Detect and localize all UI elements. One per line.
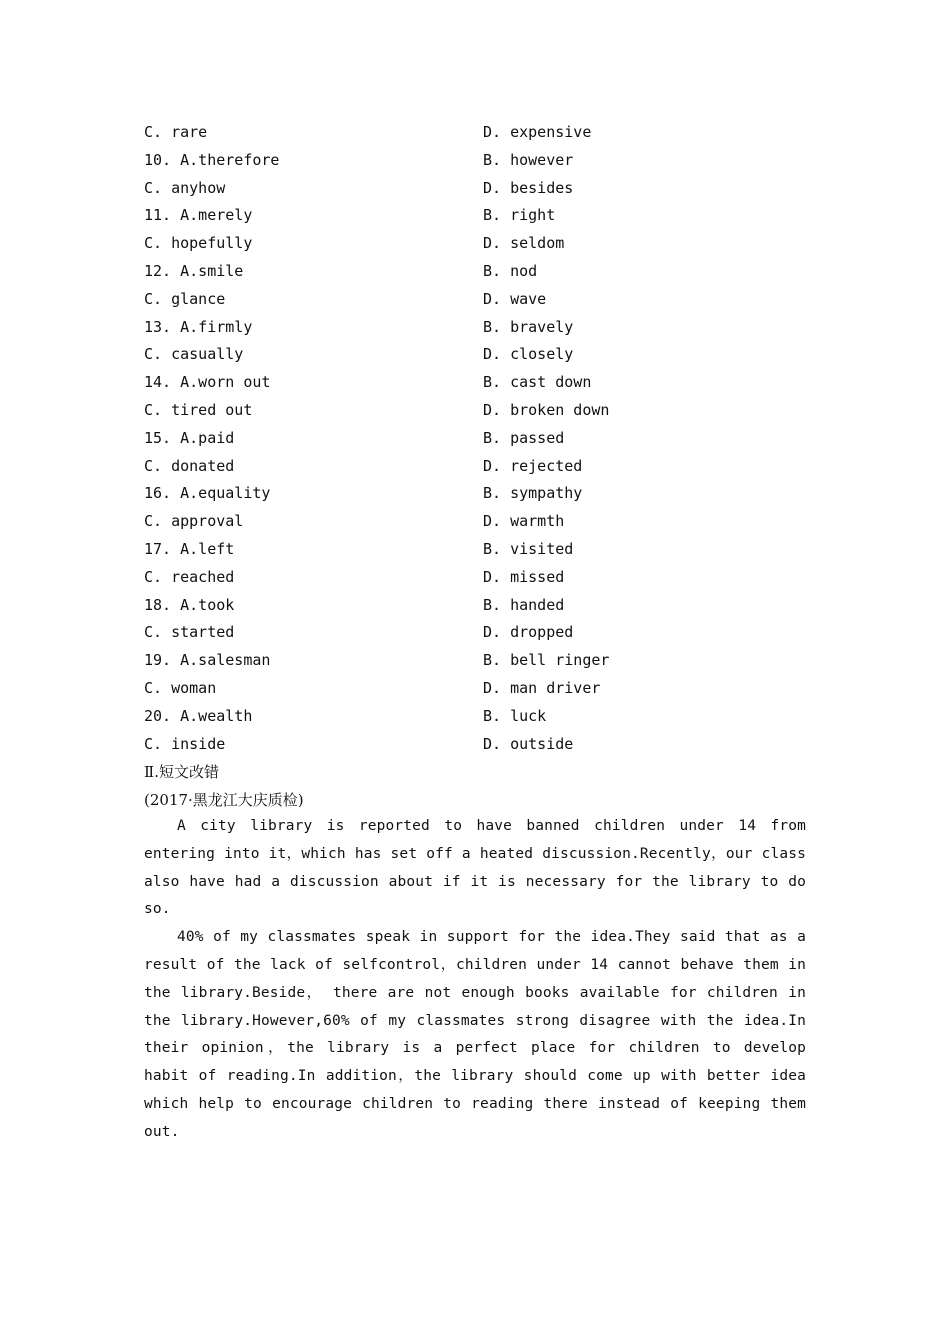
option-left: C. hopefully (144, 234, 253, 253)
option-right: D. expensive (483, 123, 592, 141)
source-note: (2017·黑龙江大庆质检) (144, 791, 304, 809)
option-left: 14. A.worn out (144, 373, 271, 392)
option-right: D. broken down (483, 400, 610, 419)
option-right: B. luck (483, 706, 547, 725)
passage-paragraph: A city library is reported to have banned children under 14 from entering into it，which has set off a heated discussion.Recently，our class also have had a discussion about if it is necessary for the library to do so. (144, 818, 806, 918)
option-left: 11. A.merely (144, 206, 253, 225)
option-right: D. wave (483, 289, 547, 308)
option-row (144, 286, 814, 314)
option-left: C. casually (144, 345, 244, 364)
option-right: B. sympathy (483, 484, 583, 503)
option-row (144, 314, 814, 342)
option-left: 16. A.equality (144, 484, 271, 503)
option-left: C. approval (144, 512, 244, 531)
option-row (144, 619, 814, 647)
option-right: B. however (483, 150, 574, 169)
option-right: D. missed (483, 567, 565, 586)
option-left: C. inside (144, 734, 226, 753)
option-right: D. besides (483, 178, 574, 197)
option-row (144, 564, 814, 592)
option-row (144, 202, 814, 230)
option-left: 20. A.wealth (144, 706, 253, 725)
passage-paragraph: 40% of my classmates speak in support for the idea.They said that as a result of the lack of selfcontrol，children under 14 cannot behave them in the library.Beside， there are not enough books available for children in the library.However,60% of my classmates strong disagree with the idea.In their opinion，the library is a perfect place for children to develop habit of reading.In addition，the library should come up with better idea which help to encourage children to reading there instead of keeping them out. (144, 929, 806, 1140)
option-right: D. dropped (483, 623, 574, 642)
option-right: D. seldom (483, 234, 565, 253)
option-right: B. visited (483, 539, 574, 558)
option-left: 19. A.salesman (144, 651, 271, 670)
answer-options-list (144, 119, 814, 758)
option-right: D. outside (483, 734, 574, 753)
option-row (144, 230, 814, 258)
option-left: C. started (144, 623, 235, 642)
option-row (144, 675, 814, 703)
option-row (144, 703, 814, 731)
option-left: C. donated (144, 456, 235, 475)
option-right: B. bravely (483, 317, 574, 336)
option-right: D. warmth (483, 512, 565, 531)
option-right: B. right (483, 206, 556, 225)
option-left: 10. A.therefore (144, 150, 280, 169)
option-left: C. reached (144, 567, 235, 586)
option-right: B. passed (483, 428, 565, 447)
option-left: C. glance (144, 289, 226, 308)
option-right: B. cast down (483, 373, 592, 392)
option-row (144, 731, 814, 759)
option-row (144, 453, 814, 481)
option-right: B. nod (483, 261, 538, 280)
option-row (144, 119, 814, 147)
option-left: C. rare (144, 123, 208, 141)
option-left: C. woman (144, 678, 217, 697)
option-left: 17. A.left (144, 539, 235, 558)
option-row (144, 425, 814, 453)
option-left: 15. A.paid (144, 428, 235, 447)
option-left: C. tired out (144, 400, 253, 419)
option-right: B. handed (483, 595, 565, 614)
option-left: 12. A.smile (144, 261, 244, 280)
option-row (144, 175, 814, 203)
option-left: C. anyhow (144, 178, 226, 197)
option-left: 18. A.took (144, 595, 235, 614)
option-row (144, 536, 814, 564)
option-row (144, 369, 814, 397)
error-correction-passage (144, 813, 806, 1147)
option-row (144, 647, 814, 675)
option-right: D. man driver (483, 678, 601, 697)
option-row (144, 508, 814, 536)
option-right: B. bell ringer (483, 651, 610, 670)
option-row (144, 592, 814, 620)
option-row (144, 480, 814, 508)
option-row (144, 147, 814, 175)
option-left: 13. A.firmly (144, 317, 253, 336)
option-row (144, 341, 814, 369)
option-row (144, 258, 814, 286)
section-heading: Ⅱ.短文改错 (144, 763, 219, 781)
option-right: D. closely (483, 345, 574, 364)
option-right: D. rejected (483, 456, 583, 475)
option-row (144, 397, 814, 425)
